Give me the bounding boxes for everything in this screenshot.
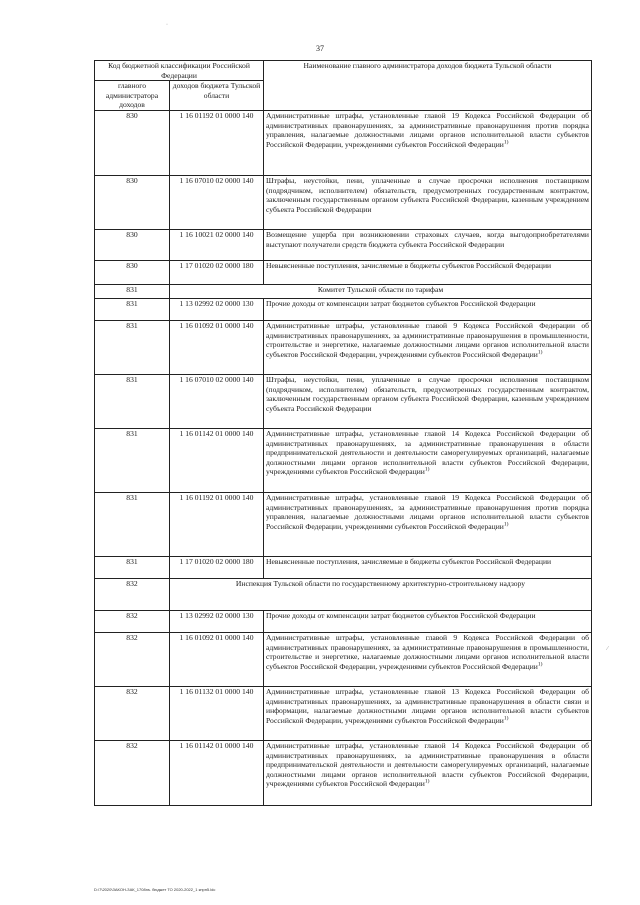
table-row	[95, 428, 592, 492]
revenue-code-cell: 1 16 01142 01 0000 140	[170, 740, 264, 805]
scan-speck: ·	[166, 22, 168, 28]
revenue-code-cell: 1 17 01020 02 0000 180	[170, 556, 264, 578]
table-row	[95, 229, 592, 260]
revenue-code-cell: 1 13 02992 02 0000 130	[170, 298, 264, 320]
revenue-name-cell	[264, 110, 592, 175]
table-row	[95, 492, 592, 556]
revenue-code-cell: 1 16 07010 02 0000 140	[170, 374, 264, 428]
file-path-footer: D:\7\2020\ЗАКОН-ЗАК_1708ns. бюджет ТО 2020-2022_1 кпрп5.ldc	[94, 887, 216, 892]
revenue-name-text: Административные штрафы, установленные главой 19 Кодекса Российской Федерации об административных правонарушениях, за административные правонарушения против порядка управления, налагаемые должностными лицами органов исполнительной власти субъектов Российской Федерации, учреждениями субъектов Российской Федерации	[266, 492, 589, 531]
revenue-code-cell: 1 16 01092 01 0000 140	[170, 632, 264, 686]
table-row	[95, 110, 592, 175]
revenue-name-text: Возмещение ущерба при возникновении страховых случаев, когда выгодоприобретателями выступают получатели средств бюджета субъекта Российской Федерации	[266, 229, 589, 249]
admin-code-cell: 830	[95, 175, 170, 229]
admin-code-cell: 831	[95, 492, 170, 556]
revenue-name-text: Административные штрафы, установленные главой 14 Кодекса Российской Федерации об административных правонарушениях, за административные правонарушения в области предпринимательской деятельности и деятельности саморегулируемых организаций, налагаемые должностными лицами органов исполнительной власти субъектов Российской Федерации, учреждениями субъектов Российской Федерации	[266, 740, 589, 789]
revenue-name-text: Невыясненные поступления, зачисляемые в бюджеты субъектов Российской Федерации	[266, 556, 552, 566]
admin-code-cell: 832	[95, 632, 170, 686]
revenue-name-text: Административные штрафы, установленные главой 9 Кодекса Российской Федерации об административных правонарушениях, за административные правонарушения в промышленности, строительстве и энергетике, налагаемые должностными лицами органов исполнительной власти субъектов Российской Федерации, учреждениями субъектов Российской Федерации	[266, 632, 589, 671]
revenue-name-cell	[264, 320, 592, 374]
table-row	[95, 686, 592, 740]
revenue-code-cell: 1 16 10021 02 0000 140	[170, 229, 264, 260]
scan-mark: ⁄	[607, 646, 609, 652]
admin-code-cell: 831	[95, 374, 170, 428]
footnote-marker: 1)	[503, 521, 509, 528]
admin-code-cell: 832	[95, 686, 170, 740]
revenue-name-text: Штрафы, неустойки, пени, уплаченные в случае просрочки исполнения поставщиком (подрядчиком, исполнителем) обязательств, предусмотренных государственным контрактом, заключенным государственным органом субъекта Российской Федерации, казенным учреждением субъекта Российской Федерации	[266, 374, 589, 413]
admin-code-cell: 830	[95, 229, 170, 260]
admin-code-cell: 832	[95, 740, 170, 805]
page-number: 37	[316, 44, 324, 53]
revenue-name-cell	[264, 632, 592, 686]
revenue-code-cell: 1 16 07010 02 0000 140	[170, 175, 264, 229]
section-title: Инспекция Тульской области по государственному архитектурно-строительному надзору	[170, 578, 592, 610]
admin-code-cell: 832	[95, 578, 170, 610]
revenue-code-cell: 1 16 01192 01 0000 140	[170, 492, 264, 556]
revenue-name-text: Административные штрафы, установленные главой 14 Кодекса Российской Федерации об административных правонарушениях, за административные правонарушения в области предпринимательской деятельности и деятельности саморегулируемых организаций, налагаемые должностными лицами органов исполнительной власти субъектов Российской Федерации, учреждениями субъектов Российской Федерации	[266, 428, 589, 477]
footnote-marker: 1)	[424, 778, 430, 785]
admin-code-cell: 830	[95, 110, 170, 175]
admin-code-cell: 831	[95, 428, 170, 492]
admin-code-cell: 831	[95, 556, 170, 578]
footnote-marker: 1)	[537, 349, 543, 356]
table-row	[95, 374, 592, 428]
section-title: Комитет Тульской области по тарифам	[170, 284, 592, 298]
admin-code-cell: 832	[95, 610, 170, 632]
footnote-marker: 1)	[424, 466, 430, 473]
table-row	[95, 260, 592, 284]
section-row	[95, 284, 592, 298]
revenue-code-cell: 1 17 01020 02 0000 180	[170, 260, 264, 284]
revenue-name-cell	[264, 556, 592, 578]
table-row	[95, 298, 592, 320]
revenue-code-cell: 1 16 01092 01 0000 140	[170, 320, 264, 374]
admin-code-cell: 831	[95, 298, 170, 320]
revenue-code-cell: 1 13 02992 02 0000 130	[170, 610, 264, 632]
revenue-name-text: Невыясненные поступления, зачисляемые в бюджеты субъектов Российской Федерации	[266, 260, 552, 270]
revenue-name-cell	[264, 686, 592, 740]
table-row	[95, 610, 592, 632]
revenue-name-text: Административные штрафы, установленные главой 9 Кодекса Российской Федерации об административных правонарушениях, за административные правонарушения в промышленности, строительстве и энергетике, налагаемые должностными лицами органов исполнительной власти субъектов Российской Федерации, учреждениями субъектов Российской Федерации	[266, 320, 589, 359]
revenue-code-cell: 1 16 01142 01 0000 140	[170, 428, 264, 492]
table-row	[95, 556, 592, 578]
admin-code-cell: 831	[95, 320, 170, 374]
revenue-name-cell	[264, 260, 592, 284]
table-header-row	[95, 61, 592, 81]
revenue-name-cell	[264, 374, 592, 428]
revenue-name-text: Штрафы, неустойки, пени, уплаченные в случае просрочки исполнения поставщиком (подрядчиком, исполнителем) обязательств, предусмотренных государственным контрактом, заключенным государственным органом субъекта Российской Федерации, казенным учреждением субъекта Российской Федерации	[266, 175, 589, 214]
revenue-name-cell	[264, 229, 592, 260]
revenue-name-cell	[264, 428, 592, 492]
revenue-name-text: Административные штрафы, установленные главой 19 Кодекса Российской Федерации об административных правонарушениях, за административные правонарушения против порядка управления, налагаемые должностными лицами органов исполнительной власти субъектов Российской Федерации, учреждениями субъектов Российской Федерации	[266, 110, 589, 149]
revenue-administrators-table	[94, 60, 592, 806]
table-row	[95, 175, 592, 229]
revenue-name-cell	[264, 740, 592, 805]
revenue-name-cell	[264, 610, 592, 632]
revenue-code-cell: 1 16 01192 01 0000 140	[170, 110, 264, 175]
footnote-marker: 1)	[503, 139, 509, 146]
header-name: Наименование главного администратора доходов бюджета Тульской области	[264, 61, 592, 111]
footnote-marker: 1)	[503, 715, 509, 722]
footnote-marker: 1)	[537, 661, 543, 668]
revenue-name-cell	[264, 175, 592, 229]
header-code-group: Код бюджетной классификации Российской Федерации	[95, 61, 264, 81]
header-revenue: доходов бюджета Тульской области	[170, 81, 264, 111]
table-row	[95, 740, 592, 805]
revenue-code-cell: 1 16 01132 01 0000 140	[170, 686, 264, 740]
admin-code-cell: 831	[95, 284, 170, 298]
revenue-name-cell	[264, 298, 592, 320]
revenue-name-text: Административные штрафы, установленные главой 13 Кодекса Российской Федерации об административных правонарушениях, за административные правонарушения в области связи и информации, налагаемые должностными лицами органов исполнительной власти субъектов Российской Федерации, учреждениями субъектов Российской Федерации	[266, 686, 589, 725]
admin-code-cell: 830	[95, 260, 170, 284]
section-row	[95, 578, 592, 610]
table-row	[95, 632, 592, 686]
revenue-name-cell	[264, 492, 592, 556]
table-row	[95, 320, 592, 374]
revenue-name-text: Прочие доходы от компенсации затрат бюджетов субъектов Российской Федерации	[266, 298, 536, 308]
header-admin: главного администратора доходов	[95, 81, 170, 111]
revenue-name-text: Прочие доходы от компенсации затрат бюджетов субъектов Российской Федерации	[266, 610, 536, 620]
